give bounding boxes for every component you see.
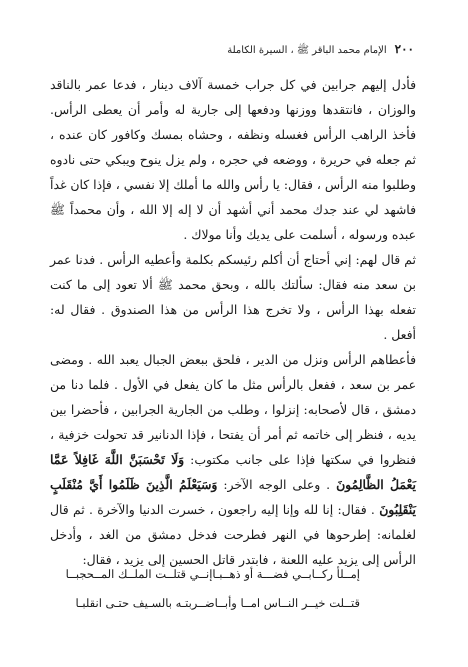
paragraph-3-text-a: فأعطاهم الرأس ونزل من الدير ، فلحق ببعض الجبال يعبد الله . ومضى عمر بن سعد ، ففعل بالرأس مثل ما كان يفعل في الأول . فلما دنا من دمشق ، قال لأصحابه: إنزلوا ، وطلب من الجارية الجرابين ، فأحضرا بين يديه ، فنظر إلى خاتمه ثم أمر أن يفتحا ، فإذا الدنانير قد تحولت خزفية ، فنظروا في سكتها فإذا على جانب مكتوب: [50, 352, 416, 467]
body-text [50, 72, 416, 572]
paragraph-3-text-c: . فقال: إنا لله وإنا إليه راجعون ، خسرت الدنيا والآخرة . ثم قال لغلمانه: إطرحوها في النهر فطرحت فدخل دمشق من الغد ، وأدخل الرأس إلى يزيد عليه اللعنة ، فابتدر قاتل الحسين إلى يزيد ، فقال: [50, 502, 416, 567]
poem-line-1 [65, 560, 360, 589]
poem-line-2 [75, 589, 360, 618]
quran-verse-2: وَسَيَعْلَمُ الَّذِينَ ظَلَمُوا أَيَّ مُنْقَلَبٍ يَنْقَلِبُونَ [50, 477, 416, 517]
running-head: الإمام محمد الباقر ﷺ ، السيرة الكاملة [227, 45, 387, 56]
poem-line-1-hemistich-a: إمــلأ ركــابــي فضـــة أو ذهــبـا [212, 567, 360, 581]
paragraph-1: فأدل إليهم جرابين في كل جراب خمسة آلاف دينار ، فدعا عمر بالناقد والوزان ، فانتقدها ووزنها ودفعها إلى جارية له وأمر أن يعطى الرأس. فأخذ الراهب الرأس فغسله ونظفه ، وحشاه بمسك وكافور كان عنده ، ثم جعله في حريرة ، ووضعه في حجره ، ولم يزل ينوح ويبكي حتى نادوه وطلبوا منه الرأس ، فقال: يا رأس والله ما أملك إلا نفسي ، فإذا كان غداً فاشهد لي عند جدك محمد أني أشهد أن لا إله إلا الله ، وأن محمداً ﷺ عبده ورسوله ، أسلمت على يديك وأنا مولاك . [50, 77, 416, 242]
poem-line-2-hemistich-b: ضــربتـه بالسـيف حتـى انقلبـا [75, 596, 215, 610]
poem-line-2-hemistich-a: قتــلت خيــر النــاس امــا وأبــا [214, 596, 360, 610]
quran-verse-1: وَلَا تَحْسَبَنَّ اللَّهَ غَافِلاً عَمَّا يَعْمَلُ الظَّالِمُونَ [50, 452, 416, 492]
poem [65, 560, 360, 618]
paragraph-3 [50, 347, 416, 572]
paragraph-3-text-b: . وعلى الوجه الآخر: [223, 477, 331, 492]
poem-line-1-hemistich-b: إنــي قتلــت الملــك المــحجبــا [65, 567, 213, 581]
page-number: ٢٠٠ [394, 42, 414, 56]
page-header [54, 42, 414, 58]
paragraph-2: ثم قال لهم: إني أحتاج أن أكلم رئيسكم بكلمة وأعطيه الرأس . فدنا عمر بن سعد منه فقال: سألتك بالله ، وبحق محمد ﷺ ألا تعود إلى ما كنت تفعله بهذا الرأس ، ولا تخرج هذا الرأس من هذا الصندوق . فقال له: أفعل . [50, 252, 416, 342]
